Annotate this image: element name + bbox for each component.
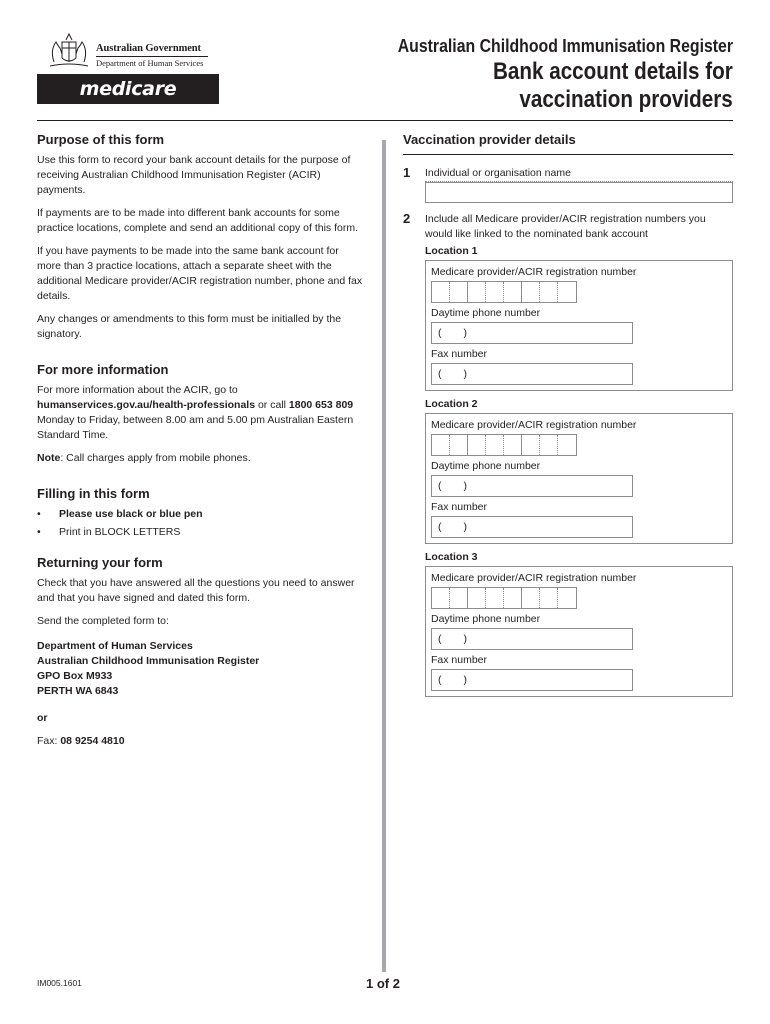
info-text-c: Monday to Friday, between 8.00 am and 5.00 pm Australian Eastern Standard Time. (37, 414, 354, 441)
location-1-phone-input[interactable] (431, 322, 633, 344)
location-1-fax-input[interactable] (431, 363, 633, 385)
location-2-reg-input[interactable] (431, 434, 577, 456)
header-rule (37, 120, 733, 121)
location-3-reg-input[interactable] (431, 587, 577, 609)
question-1-text: Individual or organisation name (425, 167, 571, 179)
paren-close: ) (463, 674, 467, 686)
question-2-number: 2 (403, 211, 411, 226)
paren-open: ( (438, 480, 442, 492)
info-text-a: For more information about the ACIR, go to (37, 384, 238, 396)
address-line-4: PERTH WA 6843 (37, 685, 119, 697)
fax-label: Fax: (37, 735, 61, 747)
note (37, 451, 365, 466)
note-label: Note (37, 452, 61, 464)
department-name: Department of Human Services (96, 58, 204, 68)
paren-close: ) (463, 368, 467, 380)
question-2-text: Include all Medicare provider/ACIR registration numbers you would like linked to the nominated bank account (425, 213, 706, 240)
location-3-phone-label: Daytime phone number (431, 613, 541, 625)
right-column (403, 132, 733, 147)
provider-details-rule (403, 154, 733, 155)
or-text: or (37, 712, 48, 724)
paren-close: ) (463, 480, 467, 492)
question-1-number: 1 (403, 165, 411, 180)
location-1-reg-label: Medicare provider/ACIR registration number (431, 266, 637, 278)
address-line-2: Australian Childhood Immunisation Register (37, 655, 260, 667)
paren-open: ( (438, 674, 442, 686)
form-title (493, 58, 733, 114)
location-2-label: Location 2 (425, 398, 478, 410)
location-3-fax-input[interactable] (431, 669, 633, 691)
location-1-reg-input[interactable] (431, 281, 577, 303)
bullet-icon: • (37, 526, 41, 538)
info-phone: 1800 653 809 (288, 399, 354, 411)
purpose-paragraph-3: If you have payments to be made into the same bank account for more than 3 practice locations, attach a separate sheet with the additional Medicare provider/ACIR registration number, phone and fax details. (37, 245, 363, 302)
purpose-heading: Purpose of this form (37, 132, 165, 147)
info-text-b: or call (255, 399, 289, 411)
program-name: Australian Childhood Immunisation Register (397, 36, 733, 56)
medicare-logo-text: medicare (79, 78, 177, 100)
returning-paragraph-2: Send the completed form to: (37, 615, 169, 627)
left-column (37, 132, 365, 757)
paren-open: ( (438, 633, 442, 645)
location-3-label: Location 3 (425, 551, 478, 563)
organisation-name-input[interactable] (425, 182, 733, 203)
location-1-fax-label: Fax number (431, 348, 488, 360)
paren-close: ) (463, 521, 467, 533)
location-2-phone-input[interactable] (431, 475, 633, 497)
medicare-logo (37, 74, 219, 104)
info-heading: For more information (37, 362, 169, 377)
fax-line (37, 734, 365, 749)
purpose-paragraph-4: Any changes or amendments to this form must be initialled by the signatory. (37, 313, 342, 340)
page-number: 1 of 2 (366, 976, 400, 991)
paren-open: ( (438, 521, 442, 533)
paren-close: ) (463, 633, 467, 645)
purpose-paragraph-2: If payments are to be made into different bank accounts for some practice locations, complete and send an additional copy of this form. (37, 207, 359, 234)
location-2-fax-label: Fax number (431, 501, 488, 513)
postal-address (37, 639, 365, 699)
location-2-reg-label: Medicare provider/ACIR registration number (431, 419, 637, 431)
address-line-3: GPO Box M933 (37, 670, 113, 682)
bullet-text-2: Print in BLOCK LETTERS (59, 526, 181, 538)
address-line-1: Department of Human Services (37, 640, 193, 652)
location-1-label: Location 1 (425, 245, 478, 257)
returning-heading: Returning your form (37, 555, 163, 570)
government-name: Australian Government (96, 43, 201, 54)
location-3-fax-label: Fax number (431, 654, 488, 666)
returning-paragraph-1: Check that you have answered all the questions you need to answer and that you have signed and dated this form. (37, 577, 355, 604)
coat-of-arms-icon (44, 32, 94, 70)
column-divider (382, 140, 386, 972)
list-item (37, 525, 365, 540)
fax-number: 08 9254 4810 (60, 735, 125, 747)
paren-close: ) (463, 327, 467, 339)
info-link[interactable]: humanservices.gov.au/health-professionals (37, 399, 256, 411)
location-2-fax-input[interactable] (431, 516, 633, 538)
form-title-line-1: Bank account details for (493, 58, 733, 85)
bullet-icon: • (37, 508, 41, 520)
bullet-text-1: Please use black or blue pen (59, 508, 203, 520)
filling-heading: Filling in this form (37, 486, 150, 501)
paren-open: ( (438, 327, 442, 339)
location-3-phone-input[interactable] (431, 628, 633, 650)
government-rule (96, 56, 208, 57)
note-text: : Call charges apply from mobile phones. (60, 452, 251, 464)
form-title-line-2: vaccination providers (519, 86, 733, 113)
form-code: IM005.1601 (37, 978, 82, 988)
location-3-reg-label: Medicare provider/ACIR registration number (431, 572, 637, 584)
provider-details-heading: Vaccination provider details (403, 132, 576, 147)
paren-open: ( (438, 368, 442, 380)
location-1-phone-label: Daytime phone number (431, 307, 541, 319)
list-item (37, 507, 365, 522)
purpose-paragraph-1: Use this form to record your bank account details for the purpose of receiving Australian Childhood Immunisation Register (ACIR) payments. (37, 154, 351, 196)
location-2-phone-label: Daytime phone number (431, 460, 541, 472)
info-paragraph (37, 383, 365, 443)
